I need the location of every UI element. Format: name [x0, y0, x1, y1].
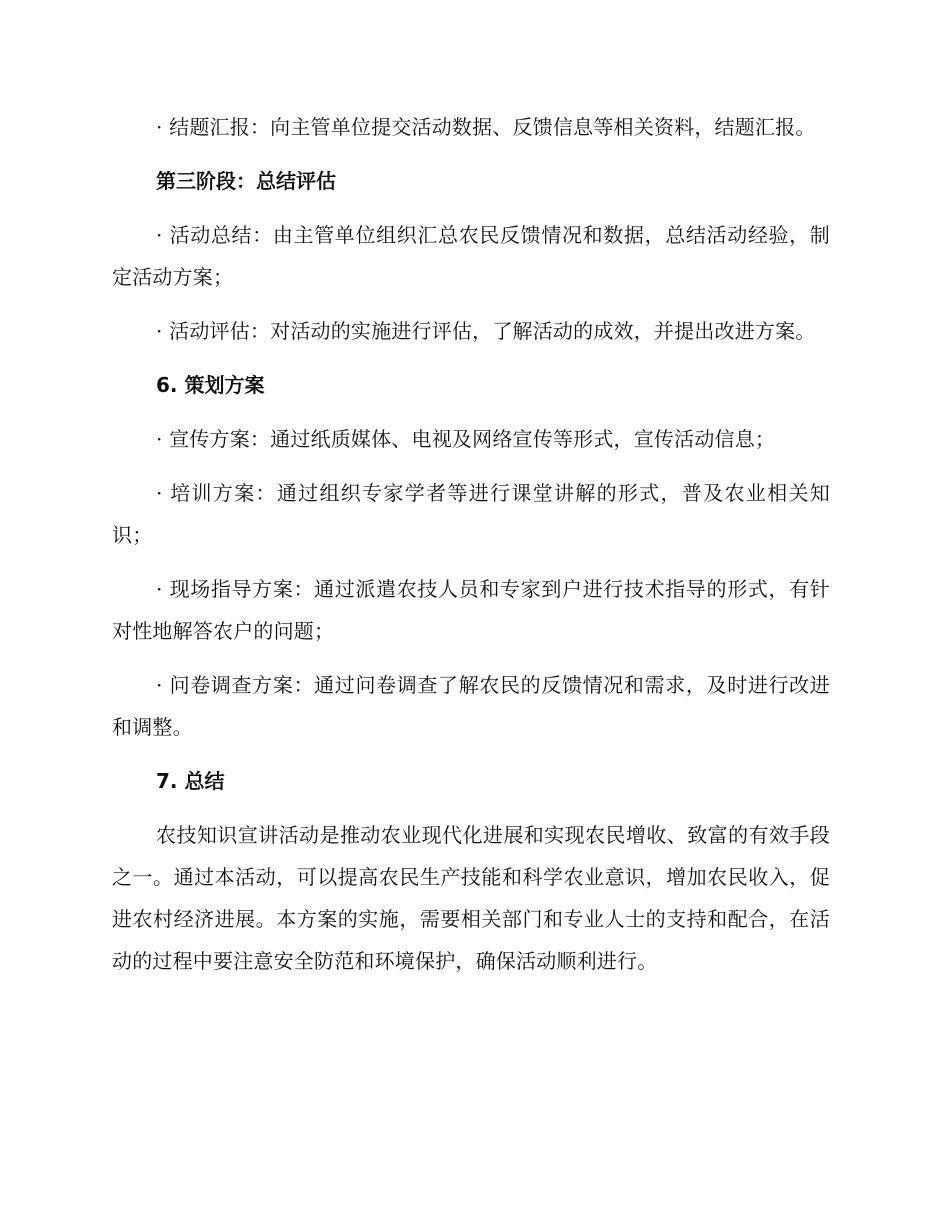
document-body [112, 106, 830, 994]
paragraph-final-report: · 结题汇报：向主管单位提交活动数据、反馈信息等相关资料，结题汇报。 [156, 115, 816, 139]
heading-planning-scheme: 6. 策划方案 [156, 373, 265, 397]
heading-summary: 7. 总结 [156, 769, 225, 793]
paragraph-survey-plan: · 问卷调查方案：通过问卷调查了解农民的反馈情况和需求，及时进行改进和调整。 [112, 673, 830, 739]
paragraph-onsite-guidance-plan: · 现场指导方案：通过派遣农技人员和专家到户进行技术指导的形式，有针对性地解答农户的问题； [112, 577, 830, 643]
heading-stage-three: 第三阶段：总结评估 [156, 169, 336, 193]
paragraph-publicity-plan: · 宣传方案：通过纸质媒体、电视及网络宣传等形式，宣传活动信息； [156, 427, 776, 451]
paragraph-activity-evaluation: · 活动评估：对活动的实施进行评估，了解活动的成效，并提出改进方案。 [156, 319, 816, 343]
paragraph-training-plan: · 培训方案：通过组织专家学者等进行课堂讲解的形式，普及农业相关知识； [112, 481, 830, 547]
paragraph-conclusion: 农技知识宣讲活动是推动农业现代化进展和实现农民增收、致富的有效手段之一。通过本活动，可以提高农民生产技能和科学农业意识，增加农民收入，促进农村经济进展。本方案的实施，需要相关部门和专业人士的支持和配合，在活动的过程中要注意安全防范和环境保护，确保活动顺利进行。 [112, 823, 830, 973]
paragraph-activity-summary: · 活动总结：由主管单位组织汇总农民反馈情况和数据，总结活动经验，制定活动方案； [112, 223, 830, 289]
